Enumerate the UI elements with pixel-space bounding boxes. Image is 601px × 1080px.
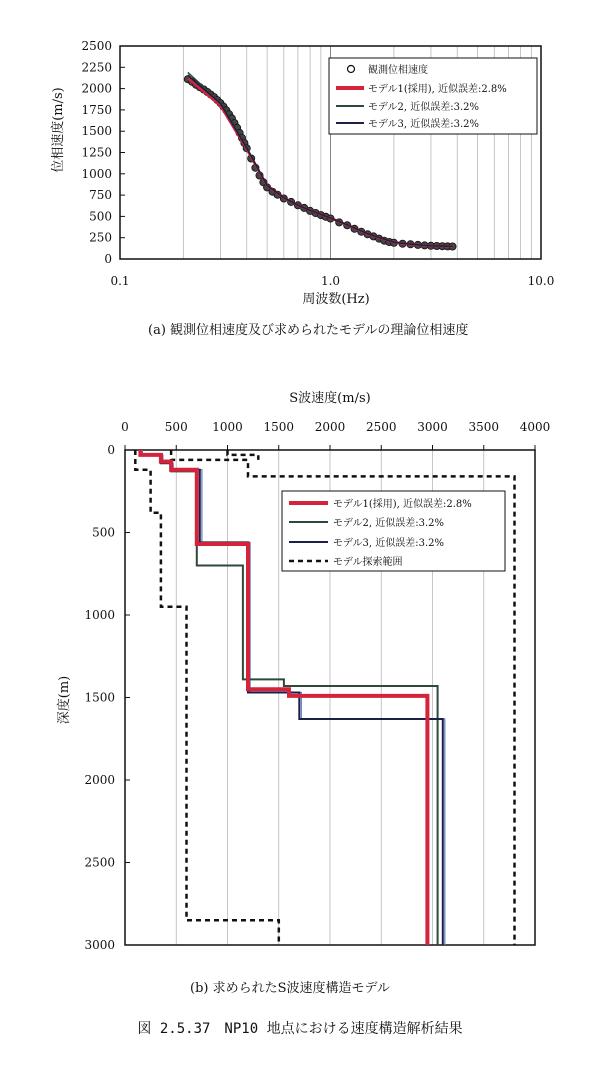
legend-b-model3-label: モデル3, 近似誤差:3.2% bbox=[333, 538, 444, 549]
legend-model3-label: モデル3, 近似誤差:3.2% bbox=[368, 119, 479, 130]
panel-b-x-tick-label: 4000 bbox=[519, 420, 551, 434]
panel-b-search-range-upper-step bbox=[228, 450, 259, 460]
panel-a-y-tick-label: 1000 bbox=[81, 166, 112, 181]
legend-observed-marker bbox=[348, 66, 355, 73]
panel-b bbox=[56, 390, 550, 996]
panel-a-y-tick-label: 250 bbox=[89, 230, 112, 245]
panel-b-legend bbox=[282, 491, 505, 571]
panel-a-y-tick-label: 1500 bbox=[81, 124, 112, 139]
panel-b-x-tick-label: 2000 bbox=[314, 420, 346, 434]
panel-a-y-ticks bbox=[81, 39, 125, 266]
panel-a-x-tick-label: 1.0 bbox=[320, 274, 341, 288]
panel-a-y-tick-label: 1250 bbox=[81, 145, 112, 160]
panel-a-y-tick-label: 2250 bbox=[81, 60, 112, 75]
panel-a-y-tick-label: 2500 bbox=[81, 39, 112, 53]
panel-a-legend bbox=[329, 58, 537, 134]
panel-b-x-tick-label: 2500 bbox=[365, 420, 397, 434]
panel-b-x-tick-label: 500 bbox=[164, 420, 188, 434]
panel-b-x-ticks bbox=[121, 420, 550, 450]
panel-b-y-tick-label: 1500 bbox=[84, 690, 115, 705]
panel-a-x-axis-label: 周波数(Hz) bbox=[302, 292, 370, 307]
panel-b-x-tick-label: 1000 bbox=[212, 420, 243, 434]
panel-b-x-tick-label: 3000 bbox=[417, 420, 448, 434]
panel-b-y-tick-label: 0 bbox=[107, 443, 115, 457]
panel-b-y-tick-label: 2000 bbox=[84, 773, 115, 787]
panel-a-x-tick-label: 0.1 bbox=[110, 274, 130, 288]
panel-b-x-tick-label: 0 bbox=[121, 420, 129, 434]
panel-b-search-range-lower bbox=[135, 450, 278, 945]
panel-a-y-tick-label: 750 bbox=[89, 188, 112, 203]
panel-b-y-tick-label: 500 bbox=[92, 525, 115, 540]
figure-caption: 図 2.5.37 NP10 地点における速度構造解析結果 bbox=[137, 1021, 463, 1037]
panel-b-y-tick-label: 1000 bbox=[84, 608, 115, 622]
legend-model2-label: モデル2, 近似誤差:3.2% bbox=[368, 102, 479, 113]
legend-b-model1-label: モデル1(採用), 近似誤差:2.8% bbox=[333, 499, 472, 510]
panel-b-y-tick-label: 2500 bbox=[84, 855, 115, 870]
panel-b-x-tick-label: 3500 bbox=[468, 420, 500, 434]
panel-a-y-axis-label: 位相速度(m/s) bbox=[51, 87, 66, 173]
panel-a bbox=[50, 39, 554, 338]
panel-b-x-tick-label: 1500 bbox=[263, 420, 295, 434]
panel-a-y-tick-label: 0 bbox=[104, 252, 112, 266]
panel-b-y-tick-label: 3000 bbox=[84, 938, 115, 952]
legend-model1-label: モデル1(採用), 近似誤差:2.8% bbox=[368, 84, 507, 95]
panel-b-y-ticks bbox=[84, 443, 130, 952]
panel-a-x-ticks bbox=[110, 274, 554, 288]
panel-a-x-tick-label: 10.0 bbox=[527, 274, 555, 288]
panel-a-caption: (a) 観測位相速度及び求められたモデルの理論位相速度 bbox=[148, 323, 469, 338]
legend-observed-label: 観測位相速度 bbox=[368, 65, 428, 76]
legend-b-model2-label: モデル2, 近似誤差:3.2% bbox=[333, 518, 444, 529]
panel-a-y-tick-label: 1750 bbox=[81, 102, 112, 117]
panel-b-caption: (b) 求められたS波速度構造モデル bbox=[190, 981, 390, 996]
panel-b-x-axis-label: S波速度(m/s) bbox=[289, 391, 371, 406]
panel-a-y-tick-label: 500 bbox=[89, 209, 112, 224]
panel-b-y-axis-label: 深度(m) bbox=[57, 675, 72, 725]
legend-b-range-label: モデル探索範囲 bbox=[333, 557, 403, 568]
panel-a-y-tick-label: 2000 bbox=[81, 81, 112, 96]
